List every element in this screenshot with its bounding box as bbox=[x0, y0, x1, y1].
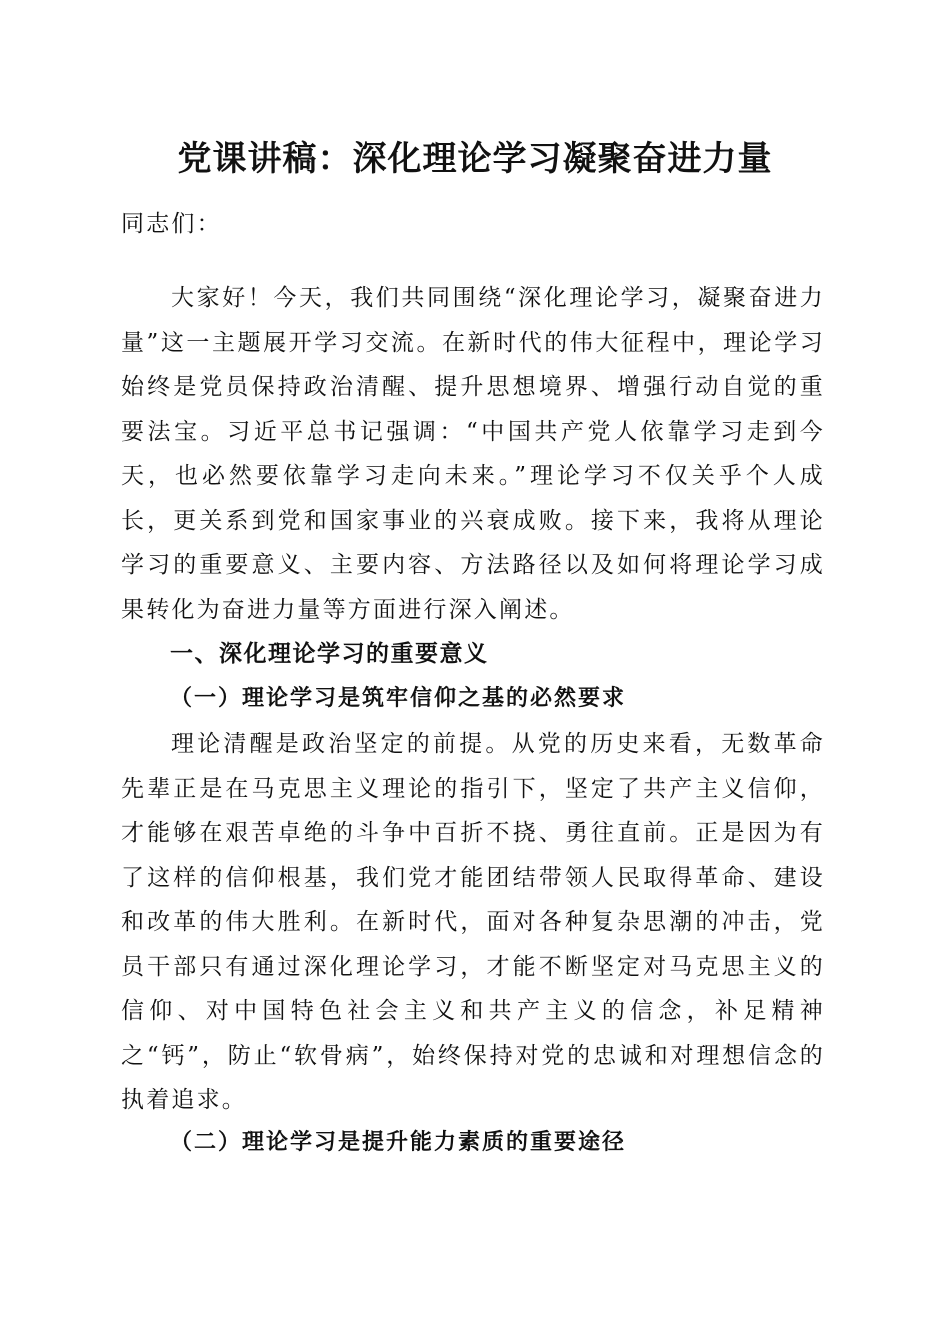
document-title: 党课讲稿：深化理论学习凝聚奋进力量 bbox=[177, 139, 773, 179]
subsection-heading-2: （二）理论学习是提升能力素质的重要途径 bbox=[170, 1129, 627, 1155]
salutation: 同志们： bbox=[121, 211, 222, 237]
section-heading: 一、深化理论学习的重要意义 bbox=[170, 641, 489, 667]
subsection-heading-1: （一）理论学习是筑牢信仰之基的必然要求 bbox=[170, 685, 627, 711]
subsection-1-paragraph: 理论清醒是政治坚定的前提。从党的历史来看，无数革命先辈正是在马克思主义理论的指引下，坚定了共产主义信仰，才能够在艰苦卓绝的斗争中百折不挠、勇往直前。正是因为有了这样的信仰根基，我们党才能团结带领人民取得革命、建设和改革的伟大胜利。在新时代，面对各种复杂思潮的冲击，党员干部只有通过深化理论学习，才能不断坚定对马克思主义的信仰、对中国特色社会主义和共产主义的信念，补足精神之“钙”，防止“软骨病”，始终保持对党的忠诚和对理想信念的执着追求。 bbox=[121, 731, 825, 1113]
intro-paragraph: 大家好！今天，我们共同围绕“深化理论学习，凝聚奋进力量”这一主题展开学习交流。在新时代的伟大征程中，理论学习始终是党员保持政治清醒、提升思想境界、增强行动自觉的重要法宝。习近平总书记强调：“中国共产党人依靠学习走到今天，也必然要依靠学习走向未来。”理论学习不仅关乎个人成长，更关系到党和国家事业的兴衰成败。接下来，我将从理论学习的重要意义、主要内容、方法路径以及如何将理论学习成果转化为奋进力量等方面进行深入阐述。 bbox=[121, 285, 825, 623]
